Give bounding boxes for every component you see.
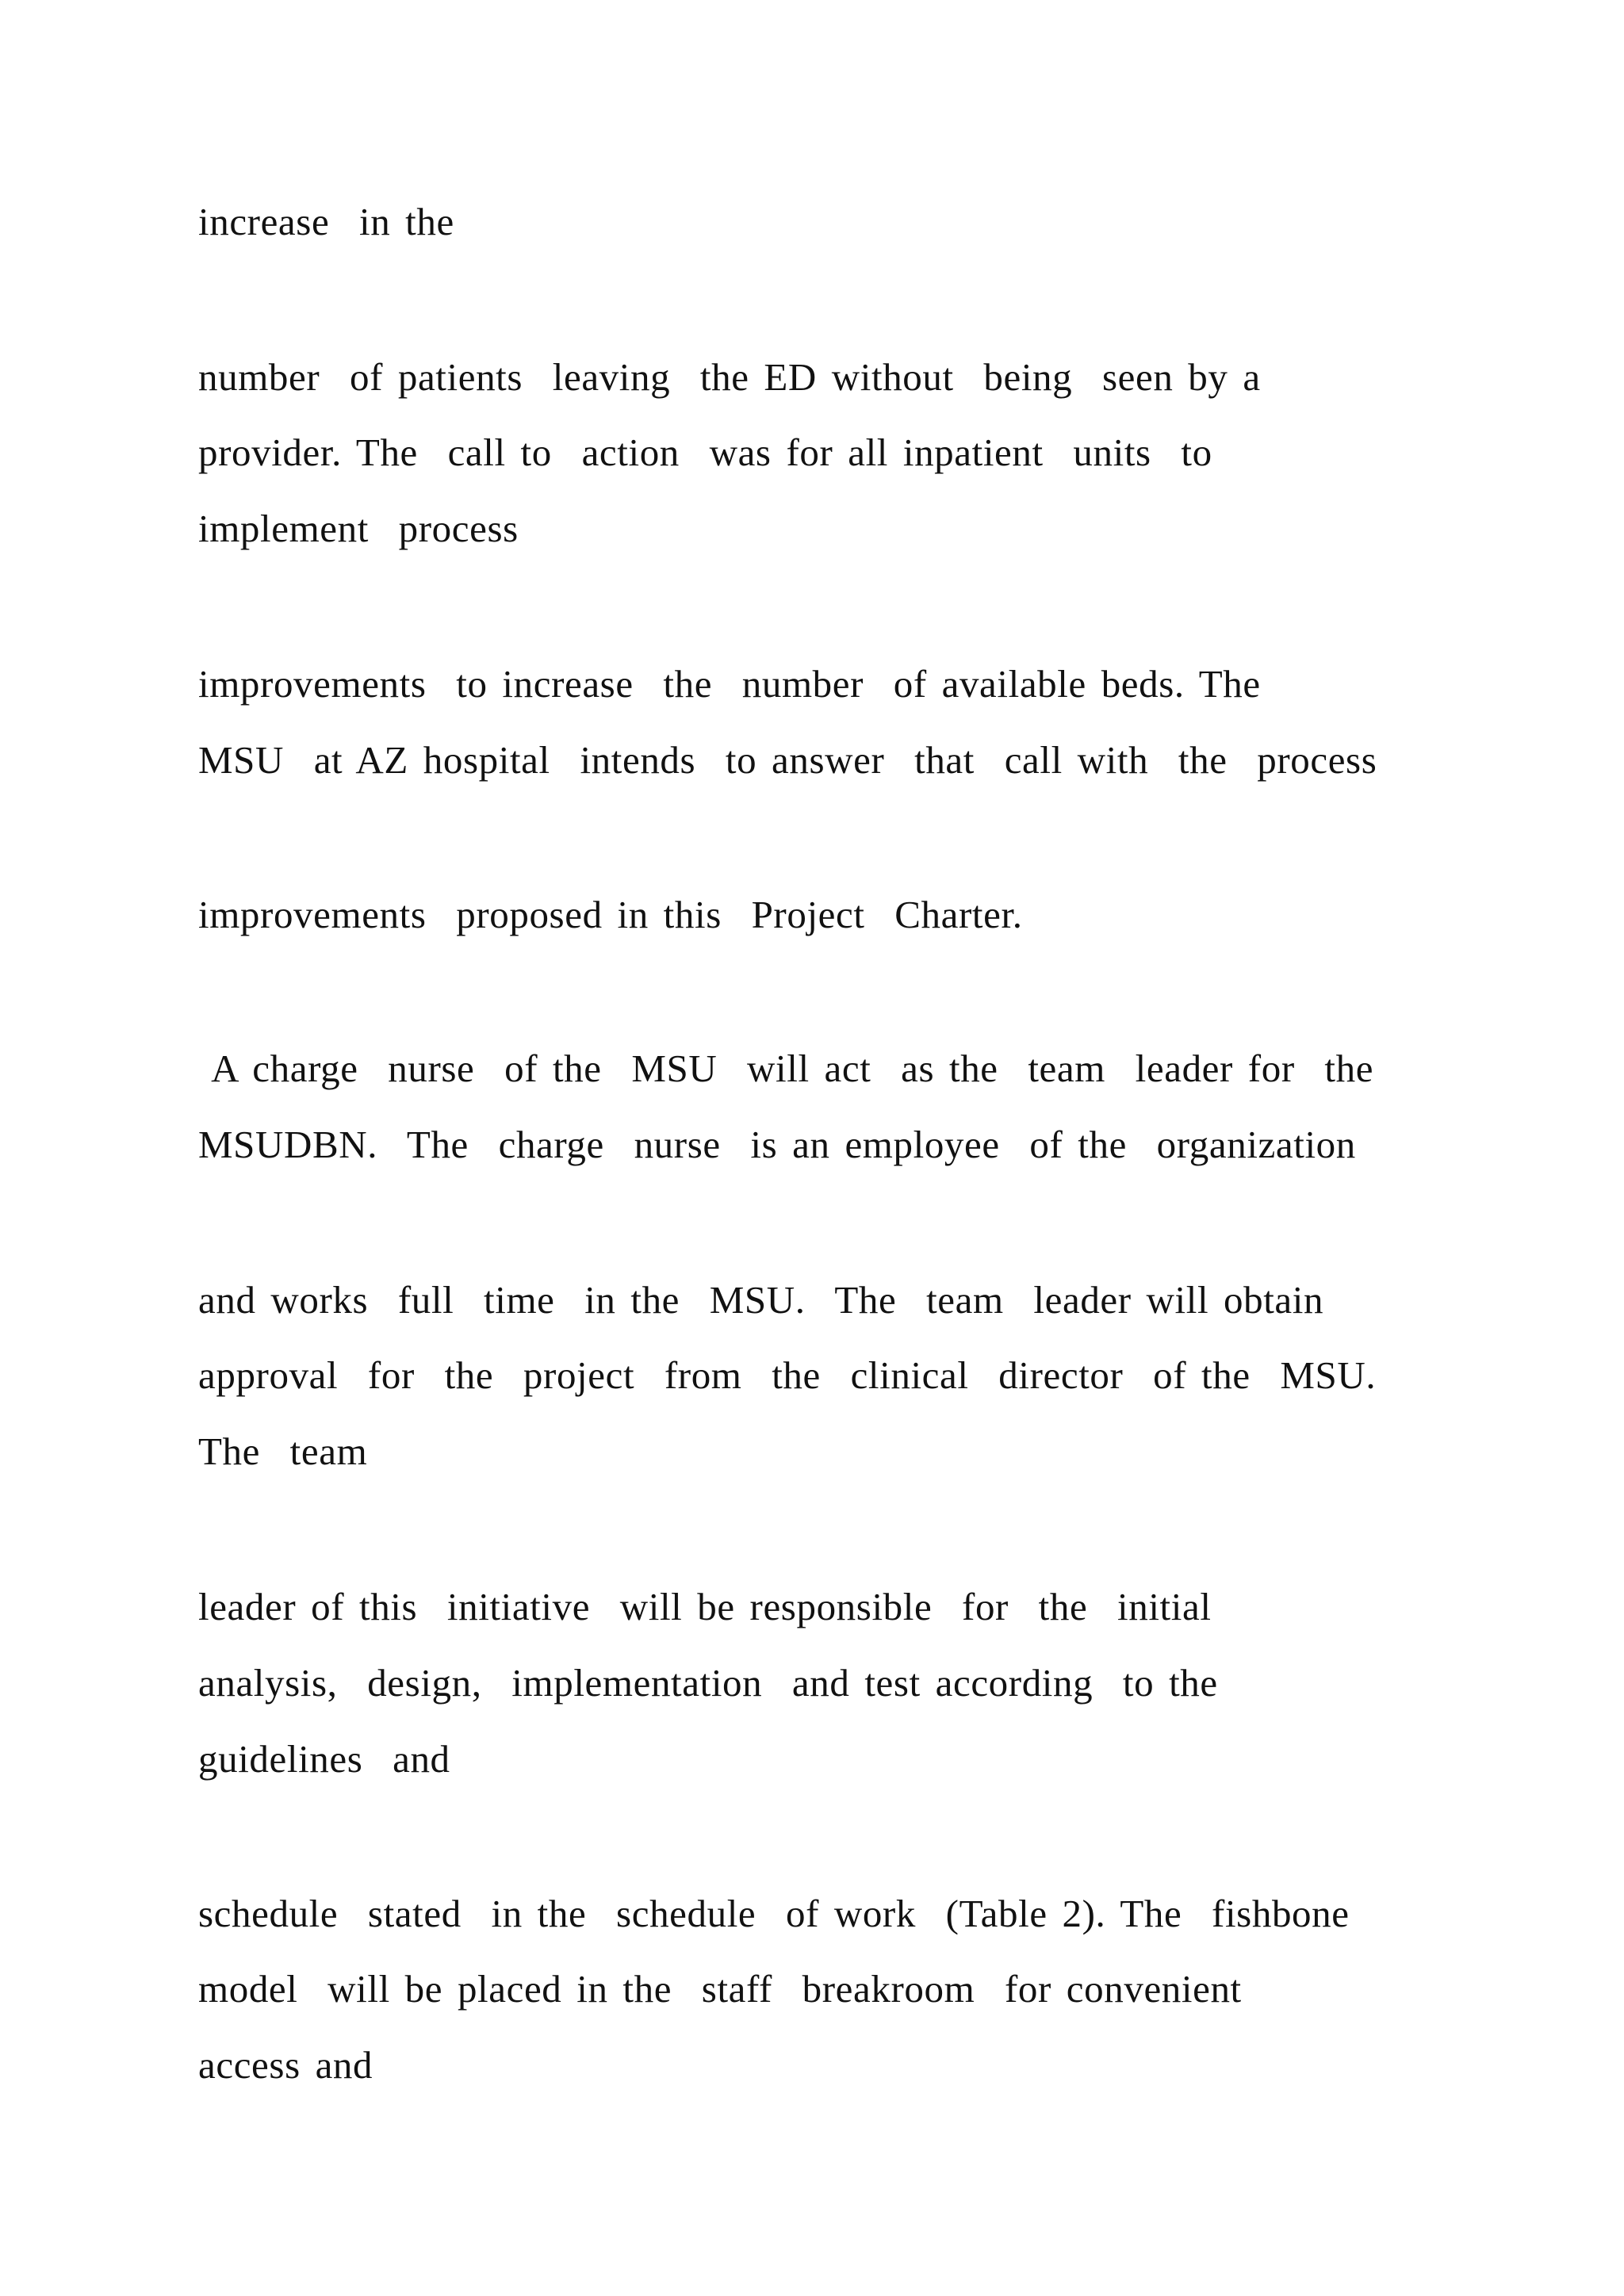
text-line: implement process	[198, 507, 519, 550]
text-line: guidelines and	[198, 1737, 450, 1781]
text-line: improvements proposed in this Project Charter.	[198, 893, 1023, 936]
text-line: schedule stated in the schedule of work (Table 2). The fishbone	[198, 1892, 1350, 1935]
text-line: provider. The call to action was for all inpatient units to	[198, 430, 1212, 474]
text-line: MSUDBN. The charge nurse is an employee of the organization	[198, 1123, 1356, 1166]
text-line: number of patients leaving the ED without being seen by a	[198, 355, 1261, 399]
text-line: improvements to increase the number of available beds. The	[198, 662, 1261, 706]
text-line: model will be placed in the staff breakroom for convenient	[198, 1967, 1242, 2011]
text-line: access and	[198, 2043, 373, 2087]
text-line: A charge nurse of the MSU will act as the team leader for the	[198, 1047, 1374, 1090]
text-line: approval for the project from the clinical director of the MSU.	[198, 1353, 1377, 1397]
text-line: increase in the	[198, 200, 454, 243]
text-line: The team	[198, 1429, 368, 1473]
text-line: analysis, design, implementation and test according to the	[198, 1661, 1218, 1705]
text-line: leader of this initiative will be responsible for the initial	[198, 1585, 1212, 1628]
text-line: MSU at AZ hospital intends to answer that call with the process	[198, 738, 1377, 782]
text-line: and works full time in the MSU. The team leader will obtain	[198, 1278, 1324, 1322]
